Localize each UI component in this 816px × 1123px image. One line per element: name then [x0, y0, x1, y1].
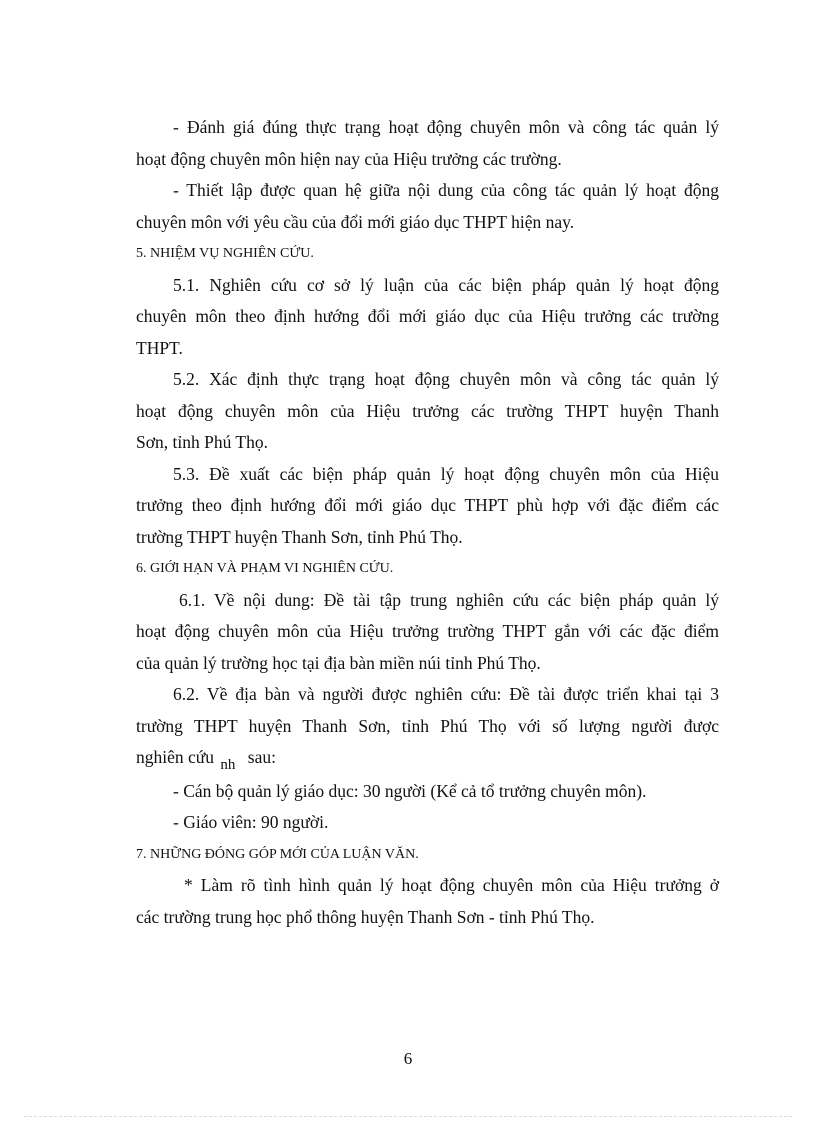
text-fragment: nghiên cứu: [136, 747, 215, 767]
text-line: chuyên môn với yêu cầu của đổi mới giáo dục THPT hiện nay.: [136, 211, 575, 232]
text-line: [136, 742, 719, 776]
text-line: 5.3. Đề xuất các biện pháp quản lý hoạt động chuyên môn của Hiệu: [173, 463, 719, 484]
text-line: - Cán bộ quản lý giáo dục: 30 người (Kể cả tổ trưởng chuyên môn).: [173, 780, 647, 801]
text-line: các trường trung học phổ thông huyện Thanh Sơn - tỉnh Phú Thọ.: [136, 906, 595, 927]
text-line: - Giáo viên: 90 người.: [173, 812, 329, 832]
text-line: THPT.: [136, 337, 183, 358]
text-fragment: nh: [220, 757, 236, 773]
text-fragment: sau:: [247, 747, 276, 767]
text-line: 5.2. Xác định thực trạng hoạt động chuyên môn và công tác quản lý: [173, 369, 719, 389]
page-border: [24, 1116, 792, 1117]
text-line: 6.2. Về địa bàn và người được nghiên cứu: Đề tài được triển khai tại 3: [173, 684, 719, 704]
text-line: hoạt động chuyên môn của Hiệu trưởng các trường THPT huyện Thanh: [136, 400, 719, 421]
text-line: của quản lý trường học tại địa bàn miền núi tỉnh Phú Thọ.: [136, 652, 541, 673]
text-line: trường THPT huyện Thanh Sơn, tỉnh Phú Thọ.: [136, 526, 463, 547]
text-line: Sơn, tỉnh Phú Thọ.: [136, 432, 268, 452]
section-heading: 5. NHIỆM VỤ NGHIÊN CỨU.: [136, 246, 314, 261]
section-heading: 7. NHỮNG ĐÓNG GÓP MỚI CỦA LUẬN VĂN.: [136, 846, 419, 862]
section-heading: 6. GIỚI HẠN VÀ PHẠM VI NGHIÊN CỨU.: [136, 561, 394, 576]
text-line: chuyên môn theo định hướng đổi mới giáo dục của Hiệu trưởng các trường: [136, 306, 719, 326]
text-line: - Đánh giá đúng thực trạng hoạt động chuyên môn và công tác quản lý: [173, 117, 719, 137]
text-line: * Làm rõ tình hình quản lý hoạt động chuyên môn của Hiệu trưởng ở: [184, 875, 719, 895]
text-line: hoạt động chuyên môn của Hiệu trưởng trường THPT gắn với các đặc điểm: [136, 621, 719, 641]
text-line: trường THPT huyện Thanh Sơn, tỉnh Phú Thọ với số lượng người được: [136, 715, 719, 736]
text-line: 6.1. Về nội dung: Đề tài tập trung nghiên cứu các biện pháp quản lý: [179, 589, 719, 610]
text-line: trưởng theo định hướng đổi mới giáo dục THPT phù hợp với đặc điểm các: [136, 495, 719, 515]
text-line: hoạt động chuyên môn hiện nay của Hiệu trưởng các trường.: [136, 148, 562, 169]
text-line: - Thiết lập được quan hệ giữa nội dung của công tác quản lý hoạt động: [173, 180, 719, 200]
body-text: [136, 112, 719, 933]
text-line: 5.1. Nghiên cứu cơ sở lý luận của các biện pháp quản lý hoạt động: [173, 274, 719, 295]
page-number: 6: [403, 1049, 413, 1068]
